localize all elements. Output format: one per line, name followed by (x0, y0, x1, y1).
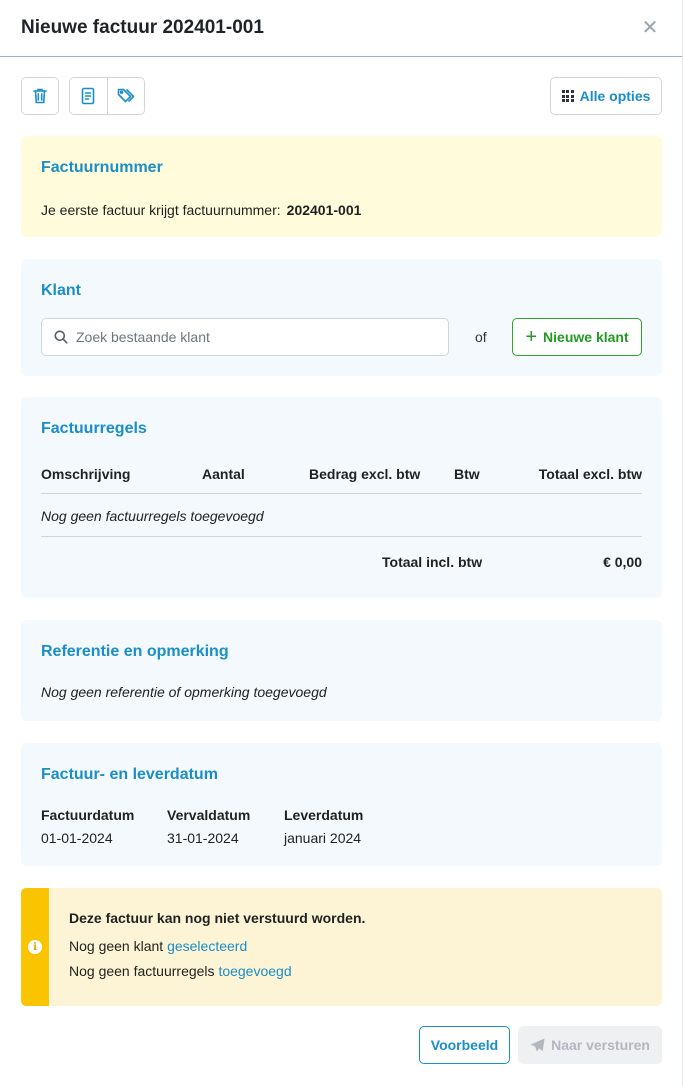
plus-icon: + (525, 326, 538, 348)
delivery-date: Leverdatum januari 2024 (284, 807, 364, 846)
document-button[interactable] (70, 78, 107, 114)
invoice-lines-empty: Nog geen factuurregels toegevoegd (41, 495, 642, 537)
trash-icon (30, 86, 50, 106)
column-total: Totaal excl. btw (538, 466, 642, 482)
new-client-label: Nieuwe klant (543, 329, 629, 345)
preview-button[interactable]: Voorbeeld (419, 1026, 510, 1064)
client-search[interactable] (41, 318, 449, 356)
column-quantity: Aantal (202, 466, 245, 482)
delete-button[interactable] (21, 77, 59, 115)
dates-card (21, 743, 662, 866)
invoice-number-text: Je eerste factuur krijgt factuurnummer: 202401-001 (41, 202, 362, 218)
reference-empty: Nog geen referentie of opmerking toegevoegd (41, 684, 327, 700)
modal-header (0, 0, 682, 57)
document-actions (69, 77, 145, 115)
column-description: Omschrijving (41, 466, 131, 482)
send-warning (21, 888, 662, 1006)
tag-button[interactable] (107, 78, 144, 114)
close-icon[interactable]: ✕ (641, 17, 659, 39)
warning-bar (21, 888, 49, 1006)
modal-title: Nieuwe factuur 202401-001 (21, 17, 264, 38)
grid-icon (562, 90, 574, 102)
client-card (21, 259, 662, 376)
dates-title: Factuur- en leverdatum (41, 766, 218, 783)
client-title: Klant (41, 282, 81, 299)
reference-card (21, 620, 662, 721)
footer-actions (419, 1026, 662, 1064)
invoice-lines-title: Factuurregels (41, 420, 147, 437)
total-label: Totaal incl. btw (382, 554, 483, 570)
search-icon (54, 330, 68, 344)
add-lines-link[interactable]: toegevoegd (218, 963, 292, 979)
invoice-lines-header (41, 466, 642, 494)
warning-title: Deze factuur kan nog niet verstuurd worden. (69, 910, 366, 926)
all-options-button[interactable] (550, 77, 662, 115)
invoice-date: Factuurdatum 01-01-2024 (41, 807, 135, 846)
new-client-button[interactable] (512, 318, 642, 356)
invoice-lines-card (21, 397, 662, 598)
tags-icon (116, 86, 136, 106)
total-value: € 0,00 (603, 554, 642, 570)
document-icon (78, 86, 98, 106)
invoice-number-value: 202401-001 (286, 202, 362, 218)
due-date: Vervaldatum 31-01-2024 (167, 807, 251, 846)
column-amount: Bedrag excl. btw (309, 466, 421, 482)
all-options-label: Alle opties (579, 88, 651, 104)
send-button[interactable] (518, 1026, 662, 1064)
send-label: Naar versturen (551, 1037, 650, 1053)
info-icon: i (28, 940, 42, 954)
warning-line-lines: Nog geen factuurregels toegevoegd (69, 963, 292, 979)
select-client-link[interactable]: geselecteerd (167, 938, 248, 954)
warning-body (69, 910, 365, 988)
invoice-number-card (21, 136, 662, 237)
invoice-number-title: Factuurnummer (41, 159, 163, 176)
warning-line-client: Nog geen klant geselecteerd (69, 938, 248, 954)
toolbar (21, 77, 662, 115)
column-vat: Btw (454, 466, 480, 482)
or-label: of (475, 329, 487, 345)
client-search-input[interactable] (76, 329, 416, 345)
reference-title: Referentie en opmerking (41, 643, 229, 660)
paper-plane-icon (530, 1038, 545, 1053)
